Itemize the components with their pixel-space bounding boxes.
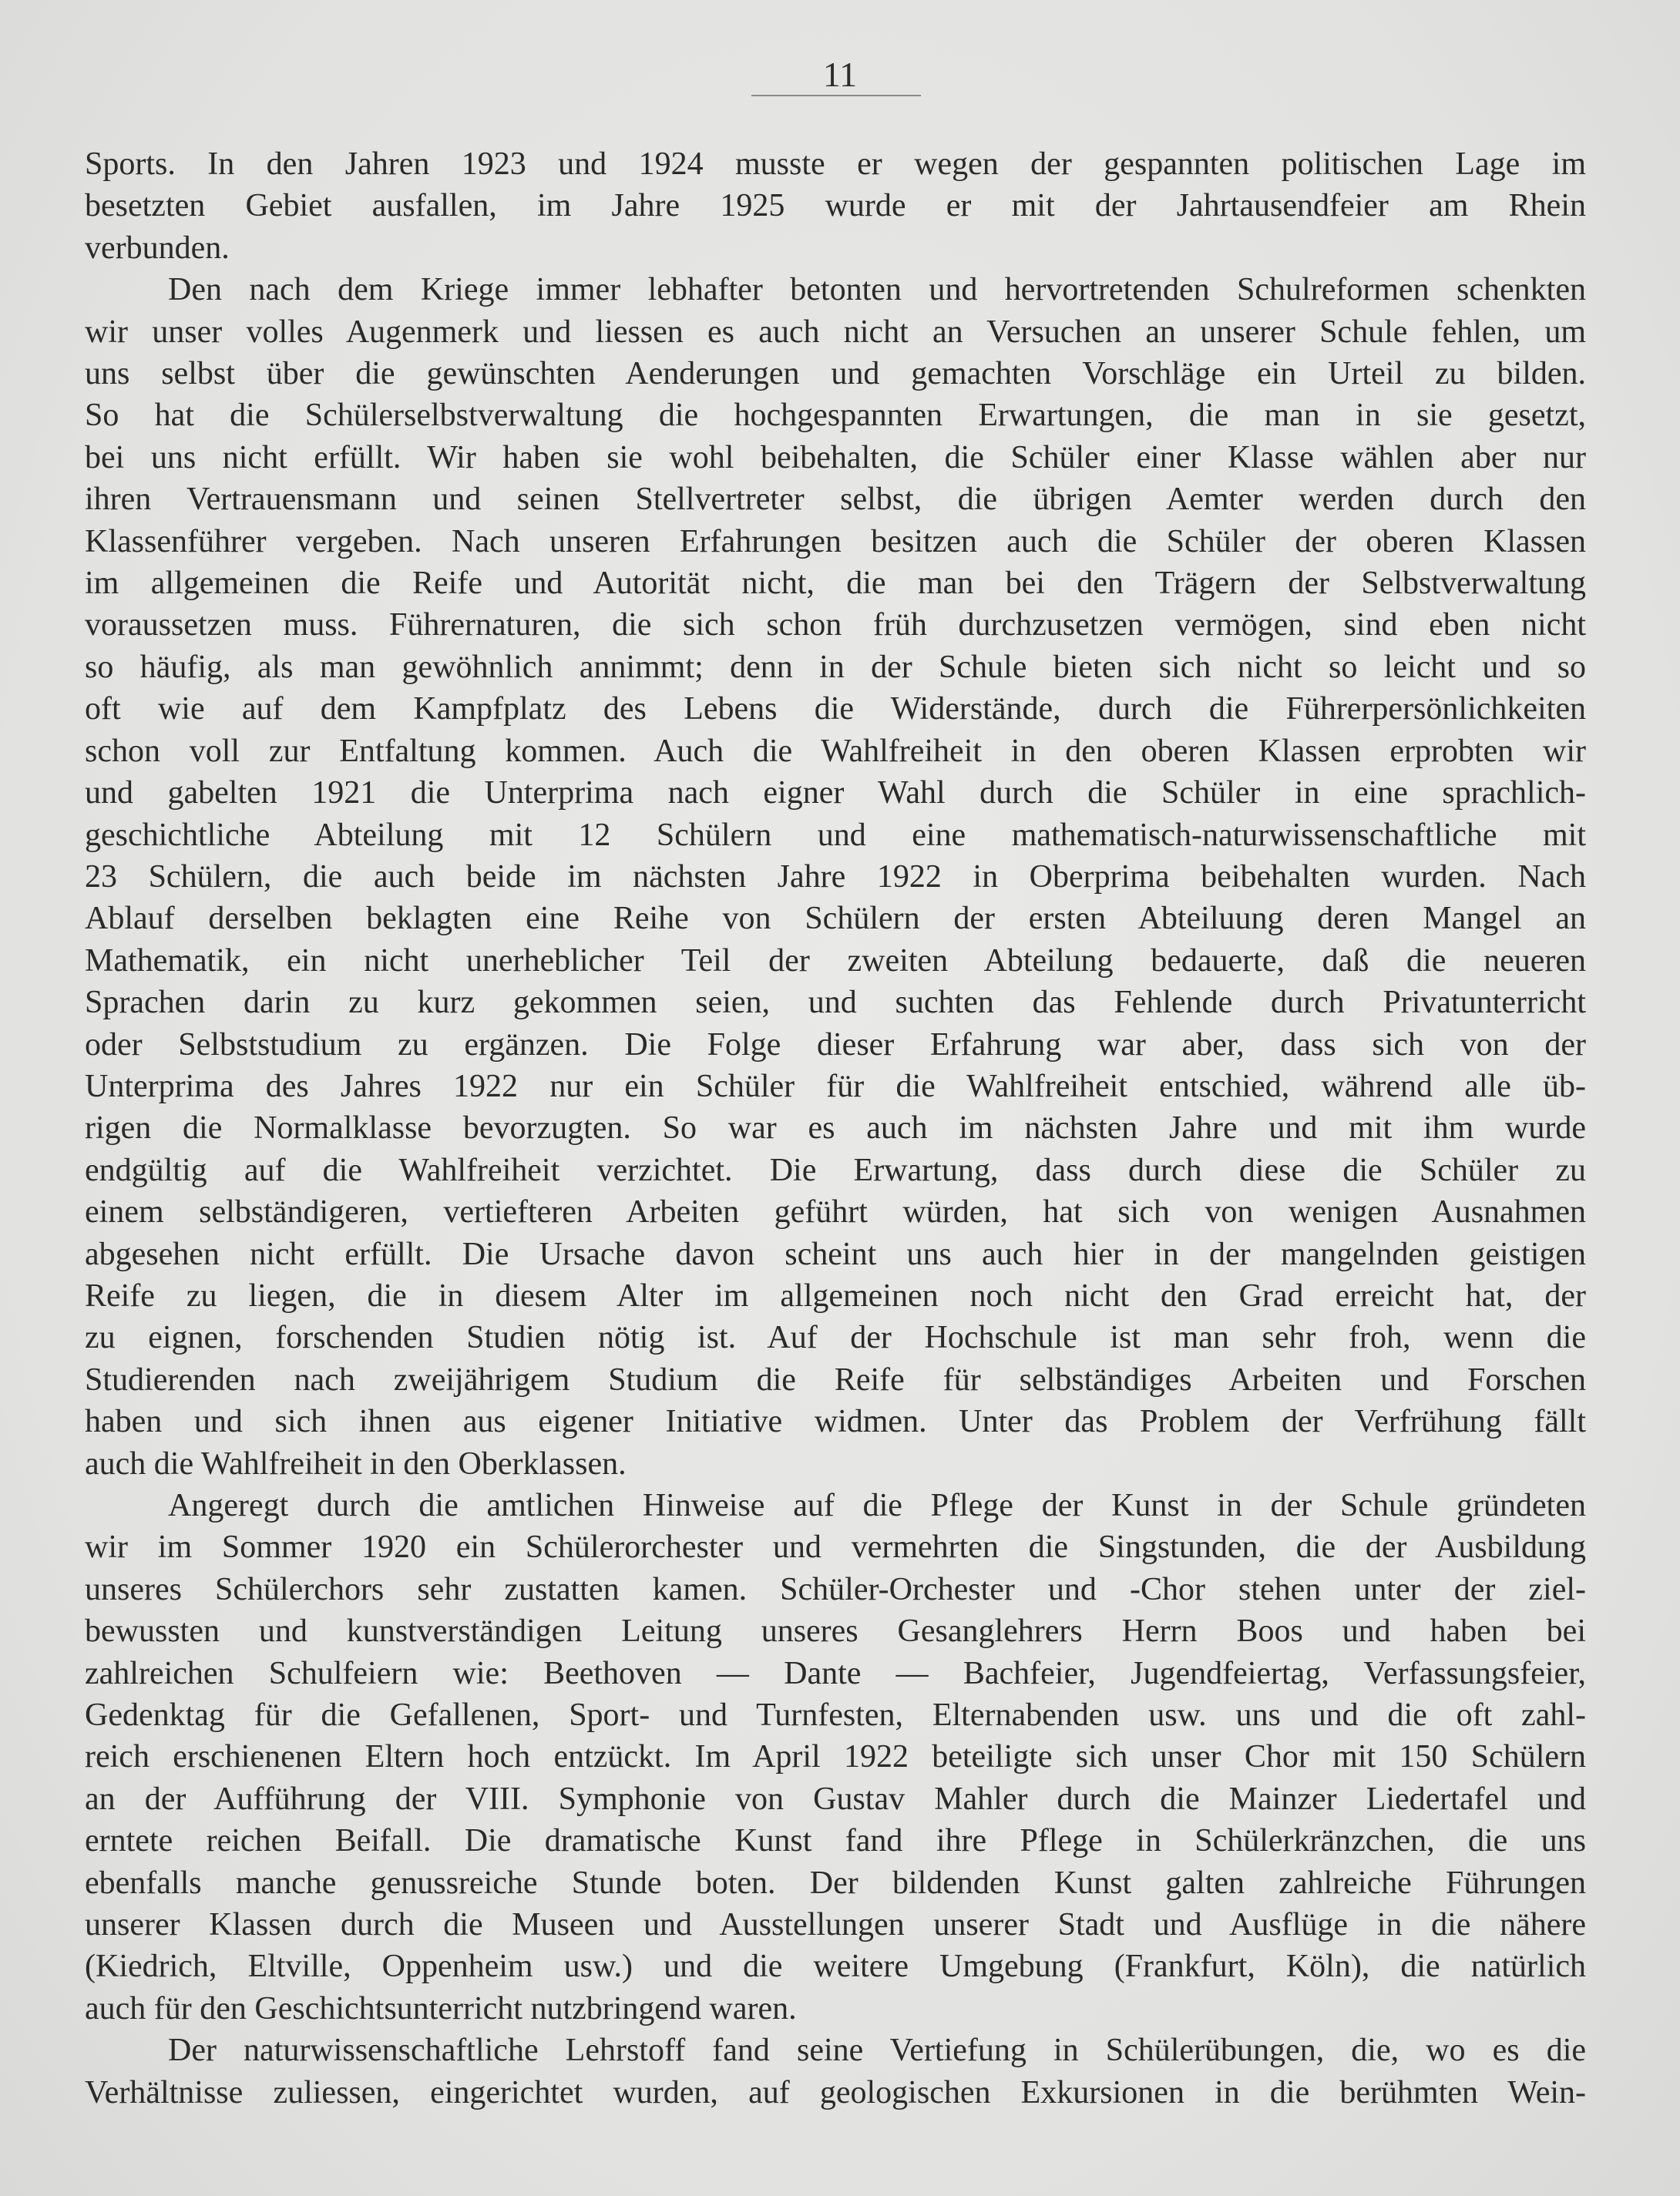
text-line: oft wie auf dem Kampfplatz des Lebens die Widerstände, durch die Führerpersönlichkeiten bbox=[85, 691, 1586, 727]
text-line: Ablauf derselben beklagten eine Reihe von Schülern der ersten Abteiluung deren Mangel an bbox=[85, 901, 1586, 937]
text-line: verbunden. bbox=[85, 230, 230, 266]
text-line: wir im Sommer 1920 ein Schülerorchester und vermehrten die Singstunden, die der Ausbildung bbox=[85, 1529, 1586, 1566]
text-line: bei uns nicht erfüllt. Wir haben sie wohl beibehalten, die Schüler einer Klasse wählen aber nur bbox=[85, 439, 1586, 475]
header-rule bbox=[751, 95, 921, 96]
text-line: Klassenführer vergeben. Nach unseren Erfahrungen besitzen auch die Schüler der oberen Klassen bbox=[85, 523, 1586, 559]
text-line: Unterprima des Jahres 1922 nur ein Schüler für die Wahlfreiheit entschied, während alle üb- bbox=[85, 1068, 1586, 1104]
text-line: Der naturwissenschaftliche Lehrstoff fand seine Vertiefung in Schülerübungen, die, wo es die bbox=[168, 2033, 1586, 2069]
text-line: Angeregt durch die amtlichen Hinweise auf die Pflege der Kunst in der Schule gründeten bbox=[168, 1488, 1586, 1523]
text-line: (Kiedrich, Eltville, Oppenheim usw.) und die weitere Umgebung (Frankfurt, Köln), die natürlich bbox=[85, 1949, 1586, 1985]
text-line: an der Aufführung der VIII. Symphonie von Gustav Mahler durch die Mainzer Liedertafel und bbox=[85, 1781, 1586, 1817]
text-line: geschichtliche Abteilung mit 12 Schülern und eine mathematisch-naturwissenschaftliche mit bbox=[85, 817, 1586, 853]
text-line: So hat die Schülerselbstverwaltung die hochgespannten Erwartungen, die man in sie gesetzt, bbox=[85, 398, 1586, 434]
text-line: ihren Vertrauensmann und seinen Stellvertreter selbst, die übrigen Aemter werden durch den bbox=[85, 482, 1586, 518]
text-line: oder Selbststudium zu ergänzen. Die Folge dieser Erfahrung war aber, dass sich von der bbox=[85, 1026, 1586, 1063]
text-line: bewussten und kunstverständigen Leitung unseres Gesanglehrers Herrn Boos und haben bei bbox=[85, 1613, 1586, 1650]
text-line: wir unser volles Augenmerk und liessen es auch nicht an Versuchen an unserer Schule fehlen, um bbox=[85, 314, 1586, 350]
text-line: schon voll zur Entfaltung kommen. Auch die Wahlfreiheit in den oberen Klassen erprobten wir bbox=[85, 733, 1586, 769]
text-line: ebenfalls manche genussreiche Stunde boten. Der bildenden Kunst galten zahlreiche Führungen bbox=[85, 1865, 1586, 1901]
text-line: Mathematik, ein nicht unerheblicher Teil der zweiten Abteilung bedauerte, daß die neueren bbox=[85, 942, 1586, 979]
text-line: Den nach dem Kriege immer lebhafter betonten und hervortretenden Schulreformen schenkten bbox=[168, 272, 1586, 308]
text-line: einem selbständigeren, vertiefteren Arbeiten geführt würden, hat sich von wenigen Ausnahmen bbox=[85, 1194, 1586, 1231]
text-line: auch für den Geschichtsunterricht nutzbringend waren. bbox=[85, 1990, 797, 2026]
body-text bbox=[85, 143, 1586, 2114]
text-line: abgesehen nicht erfüllt. Die Ursache davon scheint uns auch hier in der mangelnden geistigen bbox=[85, 1236, 1586, 1272]
text-line: und gabelten 1921 die Unterprima nach eigner Wahl durch die Schüler in eine sprachlich- bbox=[85, 775, 1586, 811]
text-line: reich erschienenen Eltern hoch entzückt. Im April 1922 beteiligte sich unser Chor mit 150 Schülern bbox=[85, 1739, 1586, 1775]
text-line: Studierenden nach zweijährigem Studium die Reife für selbständiges Arbeiten und Forschen bbox=[85, 1362, 1586, 1398]
text-line: besetzten Gebiet ausfallen, im Jahre 1925 wurde er mit der Jahrtausendfeier am Rhein bbox=[85, 188, 1586, 224]
text-line: erntete reichen Beifall. Die dramatische Kunst fand ihre Pflege in Schülerkränzchen, die uns bbox=[85, 1823, 1586, 1859]
text-line: voraussetzen muss. Führernaturen, die sich schon früh durchzusetzen vermögen, sind eben nicht bbox=[85, 607, 1586, 643]
text-line: Sports. In den Jahren 1923 und 1924 musste er wegen der gespannten politischen Lage im bbox=[85, 146, 1586, 182]
text-line: uns selbst über die gewünschten Aenderungen und gemachten Vorschläge ein Urteil zu bilden. bbox=[85, 356, 1586, 392]
page-number: 11 bbox=[822, 55, 858, 94]
text-line: Reife zu liegen, die in diesem Alter im allgemeinen noch nicht den Grad erreicht hat, der bbox=[85, 1278, 1586, 1314]
text-line: unserer Klassen durch die Museen und Ausstellungen unserer Stadt und Ausflüge in die nähere bbox=[85, 1907, 1586, 1943]
text-line: Verhältnisse zuliessen, eingerichtet wurden, auf geologischen Exkursionen in die berühmten Wein- bbox=[85, 2074, 1586, 2110]
text-line: so häufig, als man gewöhnlich annimmt; denn in der Schule bieten sich nicht so leicht und so bbox=[85, 649, 1586, 685]
text-line: zu eignen, forschenden Studien nötig ist. Auf der Hochschule ist man sehr froh, wenn die bbox=[85, 1320, 1586, 1356]
text-line: 23 Schülern, die auch beide im nächsten Jahre 1922 in Oberprima beibehalten wurden. Nach bbox=[85, 858, 1586, 895]
text-line: endgültig auf die Wahlfreiheit verzichtet. Die Erwartung, dass durch diese die Schüler zu bbox=[85, 1152, 1586, 1188]
text-line: im allgemeinen die Reife und Autorität nicht, die man bei den Trägern der Selbstverwaltung bbox=[85, 566, 1586, 602]
text-line: rigen die Normalklasse bevorzugten. So war es auch im nächsten Jahre und mit ihm wurde bbox=[85, 1110, 1586, 1147]
text-line: auch die Wahlfreiheit in den Oberklassen. bbox=[85, 1446, 627, 1482]
text-line: Gedenktag für die Gefallenen, Sport- und Turnfesten, Elternabenden usw. uns und die oft zahl- bbox=[85, 1697, 1586, 1734]
text-line: Sprachen darin zu kurz gekommen seien, und suchten das Fehlende durch Privatunterricht bbox=[85, 985, 1586, 1021]
text-line: unseres Schülerchors sehr zustatten kamen. Schüler-Orchester und -Chor stehen unter der ziel- bbox=[85, 1571, 1586, 1607]
text-line: haben und sich ihnen aus eigener Initiative widmen. Unter das Problem der Verfrühung fällt bbox=[85, 1404, 1586, 1440]
text-line: zahlreichen Schulfeiern wie: Beethoven — Dante — Bachfeier, Jugendfeiertag, Verfassungsfeier, bbox=[85, 1655, 1586, 1691]
